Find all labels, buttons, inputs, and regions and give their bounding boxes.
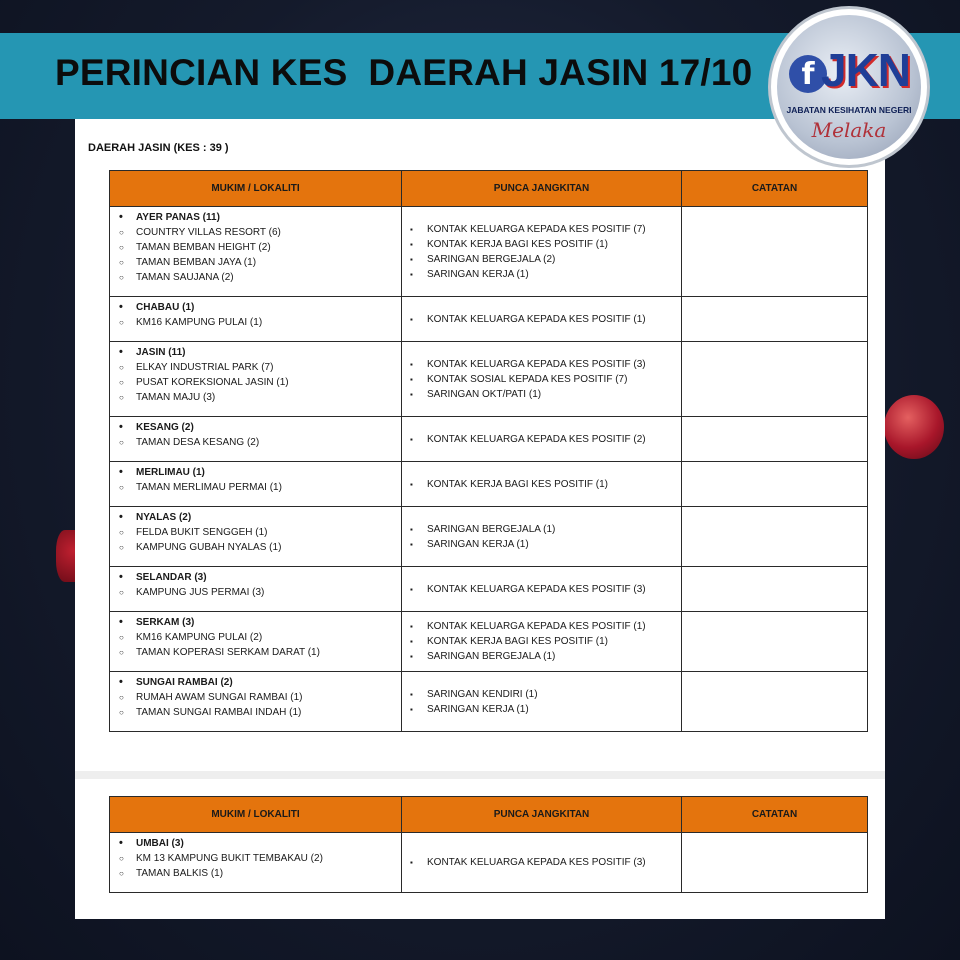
header-note: CATATAN [682, 797, 868, 833]
area-cell [110, 462, 402, 507]
mukim-name: • AYER PANAS (11) [119, 210, 401, 225]
locality-item: ○ KM16 KAMPUNG PULAI (1) [119, 315, 401, 330]
note-cell [682, 297, 868, 342]
source-cell [402, 833, 682, 893]
locality-item: ○ KM16 KAMPUNG PULAI (2) [119, 630, 401, 645]
header-area: MUKIM / LOKALITI [110, 171, 402, 207]
page-separator [75, 771, 885, 779]
source-cell [402, 297, 682, 342]
source-item: ▪ SARINGAN BERGEJALA (2) [410, 252, 681, 267]
header-area: MUKIM / LOKALITI [110, 797, 402, 833]
area-cell [110, 833, 402, 893]
table-row [110, 507, 868, 567]
header-source: PUNCA JANGKITAN [402, 171, 682, 207]
source-cell [402, 672, 682, 732]
locality-item: ○ TAMAN DESA KESANG (2) [119, 435, 401, 450]
case-table-continued [109, 796, 868, 893]
source-item: ▪ KONTAK KELUARGA KEPADA KES POSITIF (2) [410, 432, 681, 447]
note-cell [682, 833, 868, 893]
jkn-logo [771, 9, 927, 165]
note-cell [682, 567, 868, 612]
source-cell [402, 417, 682, 462]
locality-item: ○ FELDA BUKIT SENGGEH (1) [119, 525, 401, 540]
locality-item: ○ TAMAN SUNGAI RAMBAI INDAH (1) [119, 705, 401, 720]
locality-item: ○ TAMAN BALKIS (1) [119, 866, 401, 881]
table-row [110, 567, 868, 612]
source-item: ▪ KONTAK KELUARGA KEPADA KES POSITIF (3) [410, 357, 681, 372]
locality-item: ○ TAMAN SAUJANA (2) [119, 270, 401, 285]
source-item: ▪ KONTAK KERJA BAGI KES POSITIF (1) [410, 477, 681, 492]
mukim-name: • UMBAI (3) [119, 836, 401, 851]
source-item: ▪ SARINGAN OKT/PATI (1) [410, 387, 681, 402]
mukim-name: • NYALAS (2) [119, 510, 401, 525]
note-cell [682, 672, 868, 732]
table-row [110, 612, 868, 672]
mukim-name: • JASIN (11) [119, 345, 401, 360]
header-source: PUNCA JANGKITAN [402, 797, 682, 833]
area-cell [110, 507, 402, 567]
source-item: ▪ KONTAK KELUARGA KEPADA KES POSITIF (1) [410, 312, 681, 327]
mukim-name: • KESANG (2) [119, 420, 401, 435]
mukim-name: • SERKAM (3) [119, 615, 401, 630]
source-item: ▪ SARINGAN BERGEJALA (1) [410, 522, 681, 537]
logo-badge [777, 15, 921, 159]
table-row [110, 207, 868, 297]
source-cell [402, 507, 682, 567]
table-row [110, 342, 868, 417]
source-cell [402, 342, 682, 417]
source-item: ▪ KONTAK KELUARGA KEPADA KES POSITIF (1) [410, 619, 681, 634]
source-item: ▪ KONTAK KELUARGA KEPADA KES POSITIF (7) [410, 222, 681, 237]
source-item: ▪ KONTAK KERJA BAGI KES POSITIF (1) [410, 237, 681, 252]
table-header-row [110, 171, 868, 207]
locality-item: ○ RUMAH AWAM SUNGAI RAMBAI (1) [119, 690, 401, 705]
locality-item: ○ KAMPUNG GUBAH NYALAS (1) [119, 540, 401, 555]
area-cell [110, 672, 402, 732]
page-title: PERINCIAN KES DAERAH JASIN 17/10 [55, 52, 753, 93]
locality-item: ○ TAMAN BEMBAN JAYA (1) [119, 255, 401, 270]
source-cell [402, 207, 682, 297]
locality-item: ○ TAMAN KOPERASI SERKAM DARAT (1) [119, 645, 401, 660]
area-cell [110, 567, 402, 612]
area-cell [110, 342, 402, 417]
table-row [110, 297, 868, 342]
table-row [110, 833, 868, 893]
source-cell [402, 612, 682, 672]
table-row [110, 462, 868, 507]
source-item: ▪ SARINGAN KENDIRI (1) [410, 687, 681, 702]
mukim-name: • SELANDAR (3) [119, 570, 401, 585]
area-cell [110, 207, 402, 297]
area-cell [110, 297, 402, 342]
source-item: ▪ KONTAK KERJA BAGI KES POSITIF (1) [410, 634, 681, 649]
locality-item: ○ TAMAN MAJU (3) [119, 390, 401, 405]
area-cell [110, 417, 402, 462]
note-cell [682, 612, 868, 672]
locality-item: ○ TAMAN MERLIMAU PERMAI (1) [119, 480, 401, 495]
table-row [110, 417, 868, 462]
source-cell [402, 567, 682, 612]
source-item: ▪ SARINGAN KERJA (1) [410, 702, 681, 717]
table-header-row [110, 797, 868, 833]
note-cell [682, 417, 868, 462]
logo-state-name: Melaka [811, 118, 887, 142]
locality-item: ○ TAMAN BEMBAN HEIGHT (2) [119, 240, 401, 255]
locality-item: ○ COUNTRY VILLAS RESORT (6) [119, 225, 401, 240]
locality-item: ○ KAMPUNG JUS PERMAI (3) [119, 585, 401, 600]
header-note: CATATAN [682, 171, 868, 207]
table-row [110, 672, 868, 732]
source-item: ▪ SARINGAN KERJA (1) [410, 537, 681, 552]
locality-item: ○ KM 13 KAMPUNG BUKIT TEMBAKAU (2) [119, 851, 401, 866]
mukim-name: • SUNGAI RAMBAI (2) [119, 675, 401, 690]
locality-item: ○ ELKAY INDUSTRIAL PARK (7) [119, 360, 401, 375]
district-heading: DAERAH JASIN (KES : 39 ) [88, 142, 229, 154]
source-item: ▪ KONTAK KELUARGA KEPADA KES POSITIF (3) [410, 582, 681, 597]
area-cell [110, 612, 402, 672]
source-cell [402, 462, 682, 507]
logo-abbreviation: JKN [821, 44, 911, 96]
source-item: ▪ KONTAK SOSIAL KEPADA KES POSITIF (7) [410, 372, 681, 387]
facebook-icon: f [789, 55, 827, 93]
source-item: ▪ KONTAK KELUARGA KEPADA KES POSITIF (3) [410, 855, 681, 870]
note-cell [682, 342, 868, 417]
virus-decoration-right [884, 395, 944, 459]
case-table-main [109, 170, 868, 732]
note-cell [682, 207, 868, 297]
source-item: ▪ SARINGAN BERGEJALA (1) [410, 649, 681, 664]
mukim-name: • MERLIMAU (1) [119, 465, 401, 480]
mukim-name: • CHABAU (1) [119, 300, 401, 315]
locality-item: ○ PUSAT KOREKSIONAL JASIN (1) [119, 375, 401, 390]
note-cell [682, 507, 868, 567]
logo-department-name: JABATAN KESIHATAN NEGERI [786, 105, 912, 115]
source-item: ▪ SARINGAN KERJA (1) [410, 267, 681, 282]
note-cell [682, 462, 868, 507]
